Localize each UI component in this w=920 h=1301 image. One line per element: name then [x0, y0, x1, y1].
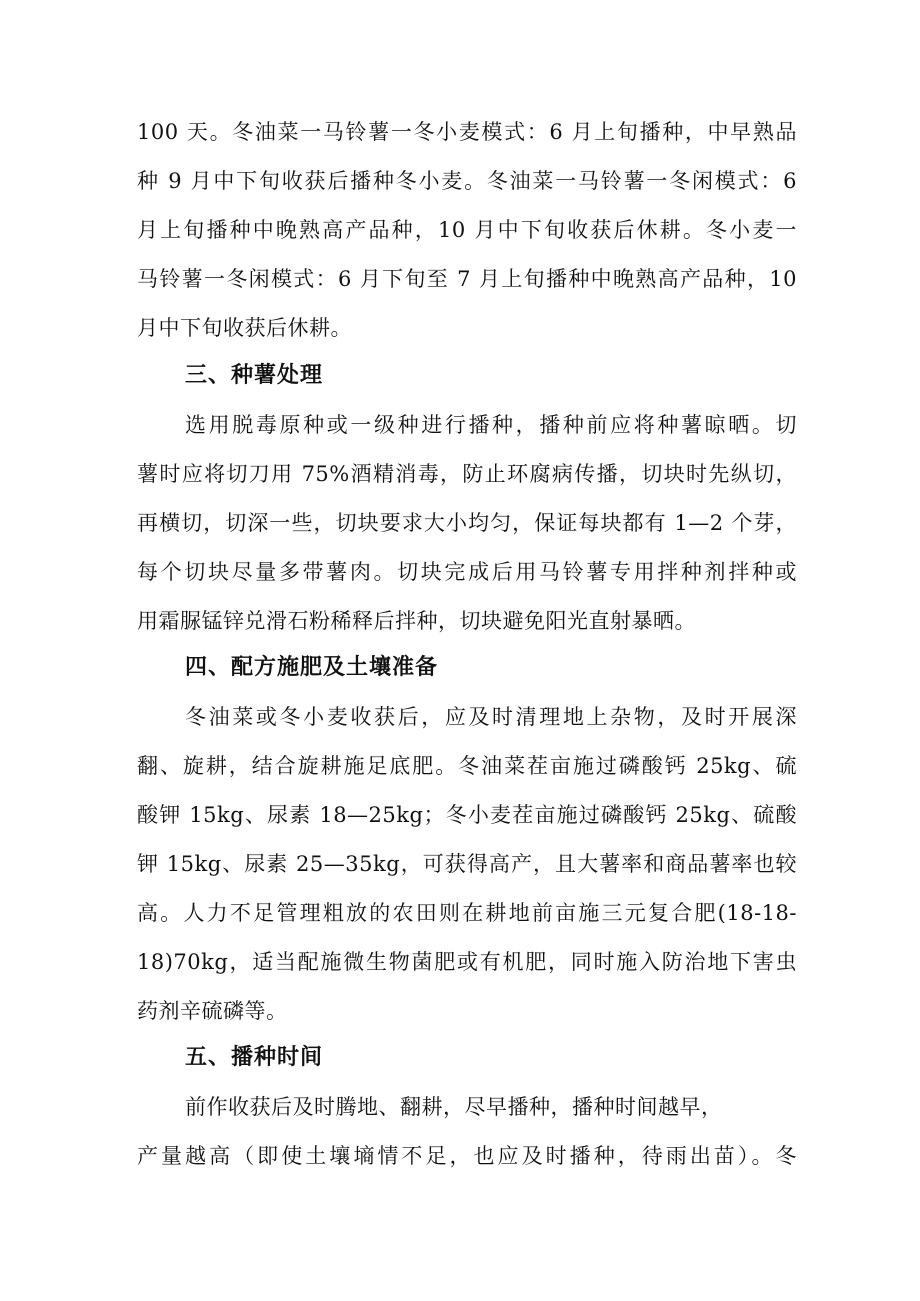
paragraph-line: 种 9 月中下旬收获后播种冬小麦。冬油菜一马铃薯一冬闲模式：6	[137, 169, 797, 193]
section-heading-sowing-time: 五、播种时间	[185, 1045, 324, 1070]
paragraph-line: 选用脱毒原种或一级种进行播种，播种前应将种薯晾晒。切	[185, 413, 797, 437]
paragraph-line: 高。人力不足管理粗放的农田则在耕地前亩施三元复合肥(18-18-	[137, 901, 797, 925]
section-heading-fertilizer: 四、配方施肥及土壤准备	[185, 655, 439, 680]
paragraph-line: 月中下旬收获后休耕。	[137, 316, 352, 340]
paragraph-line: 薯时应将切刀用 75%酒精消毒，防止环腐病传播，切块时先纵切，	[137, 462, 797, 486]
paragraph-line: 每个切块尽量多带薯肉。切块完成后用马铃薯专用拌种剂拌种或	[137, 560, 797, 584]
paragraph-line: 再横切，切深一些，切块要求大小均匀，保证每块都有 1—2 个芽，	[137, 511, 797, 535]
paragraph-line: 月上旬播种中晚熟高产品种，10 月中下旬收获后休耕。冬小麦一	[137, 218, 797, 242]
paragraph-line: 药剂辛硫磷等。	[137, 999, 288, 1023]
section-heading-seed-treatment: 三、种薯处理	[185, 363, 324, 388]
paragraph-line: 翻、旋耕，结合旋耕施足底肥。冬油菜茬亩施过磷酸钙 25kg、硫	[137, 754, 797, 778]
paragraph-line: 前作收获后及时腾地、翻耕，尽早播种，播种时间越早，	[185, 1095, 723, 1119]
paragraph-line: 冬油菜或冬小麦收获后，应及时清理地上杂物，及时开展深	[185, 705, 797, 729]
paragraph-line: 用霜脲锰锌兑滑石粉稀释后拌种，切块避免阳光直射暴晒。	[137, 609, 696, 633]
paragraph-line: 马铃薯一冬闲模式：6 月下旬至 7 月上旬播种中晚熟高产品种，10	[137, 267, 797, 291]
paragraph-line: 产量越高（即使土壤墒情不足，也应及时播种，待雨出苗）。冬	[137, 1144, 797, 1168]
paragraph-line: 钾 15kg、尿素 25—35kg，可获得高产，且大薯率和商品薯率也较	[137, 852, 797, 876]
paragraph-line: 100 天。冬油菜一马铃薯一冬小麦模式：6 月上旬播种，中早熟品	[137, 120, 797, 144]
paragraph-line: 酸钾 15kg、尿素 18—25kg；冬小麦茬亩施过磷酸钙 25kg、硫酸	[137, 803, 797, 827]
paragraph-line: 18)70kg，适当配施微生物菌肥或有机肥，同时施入防治地下害虫	[137, 950, 797, 974]
